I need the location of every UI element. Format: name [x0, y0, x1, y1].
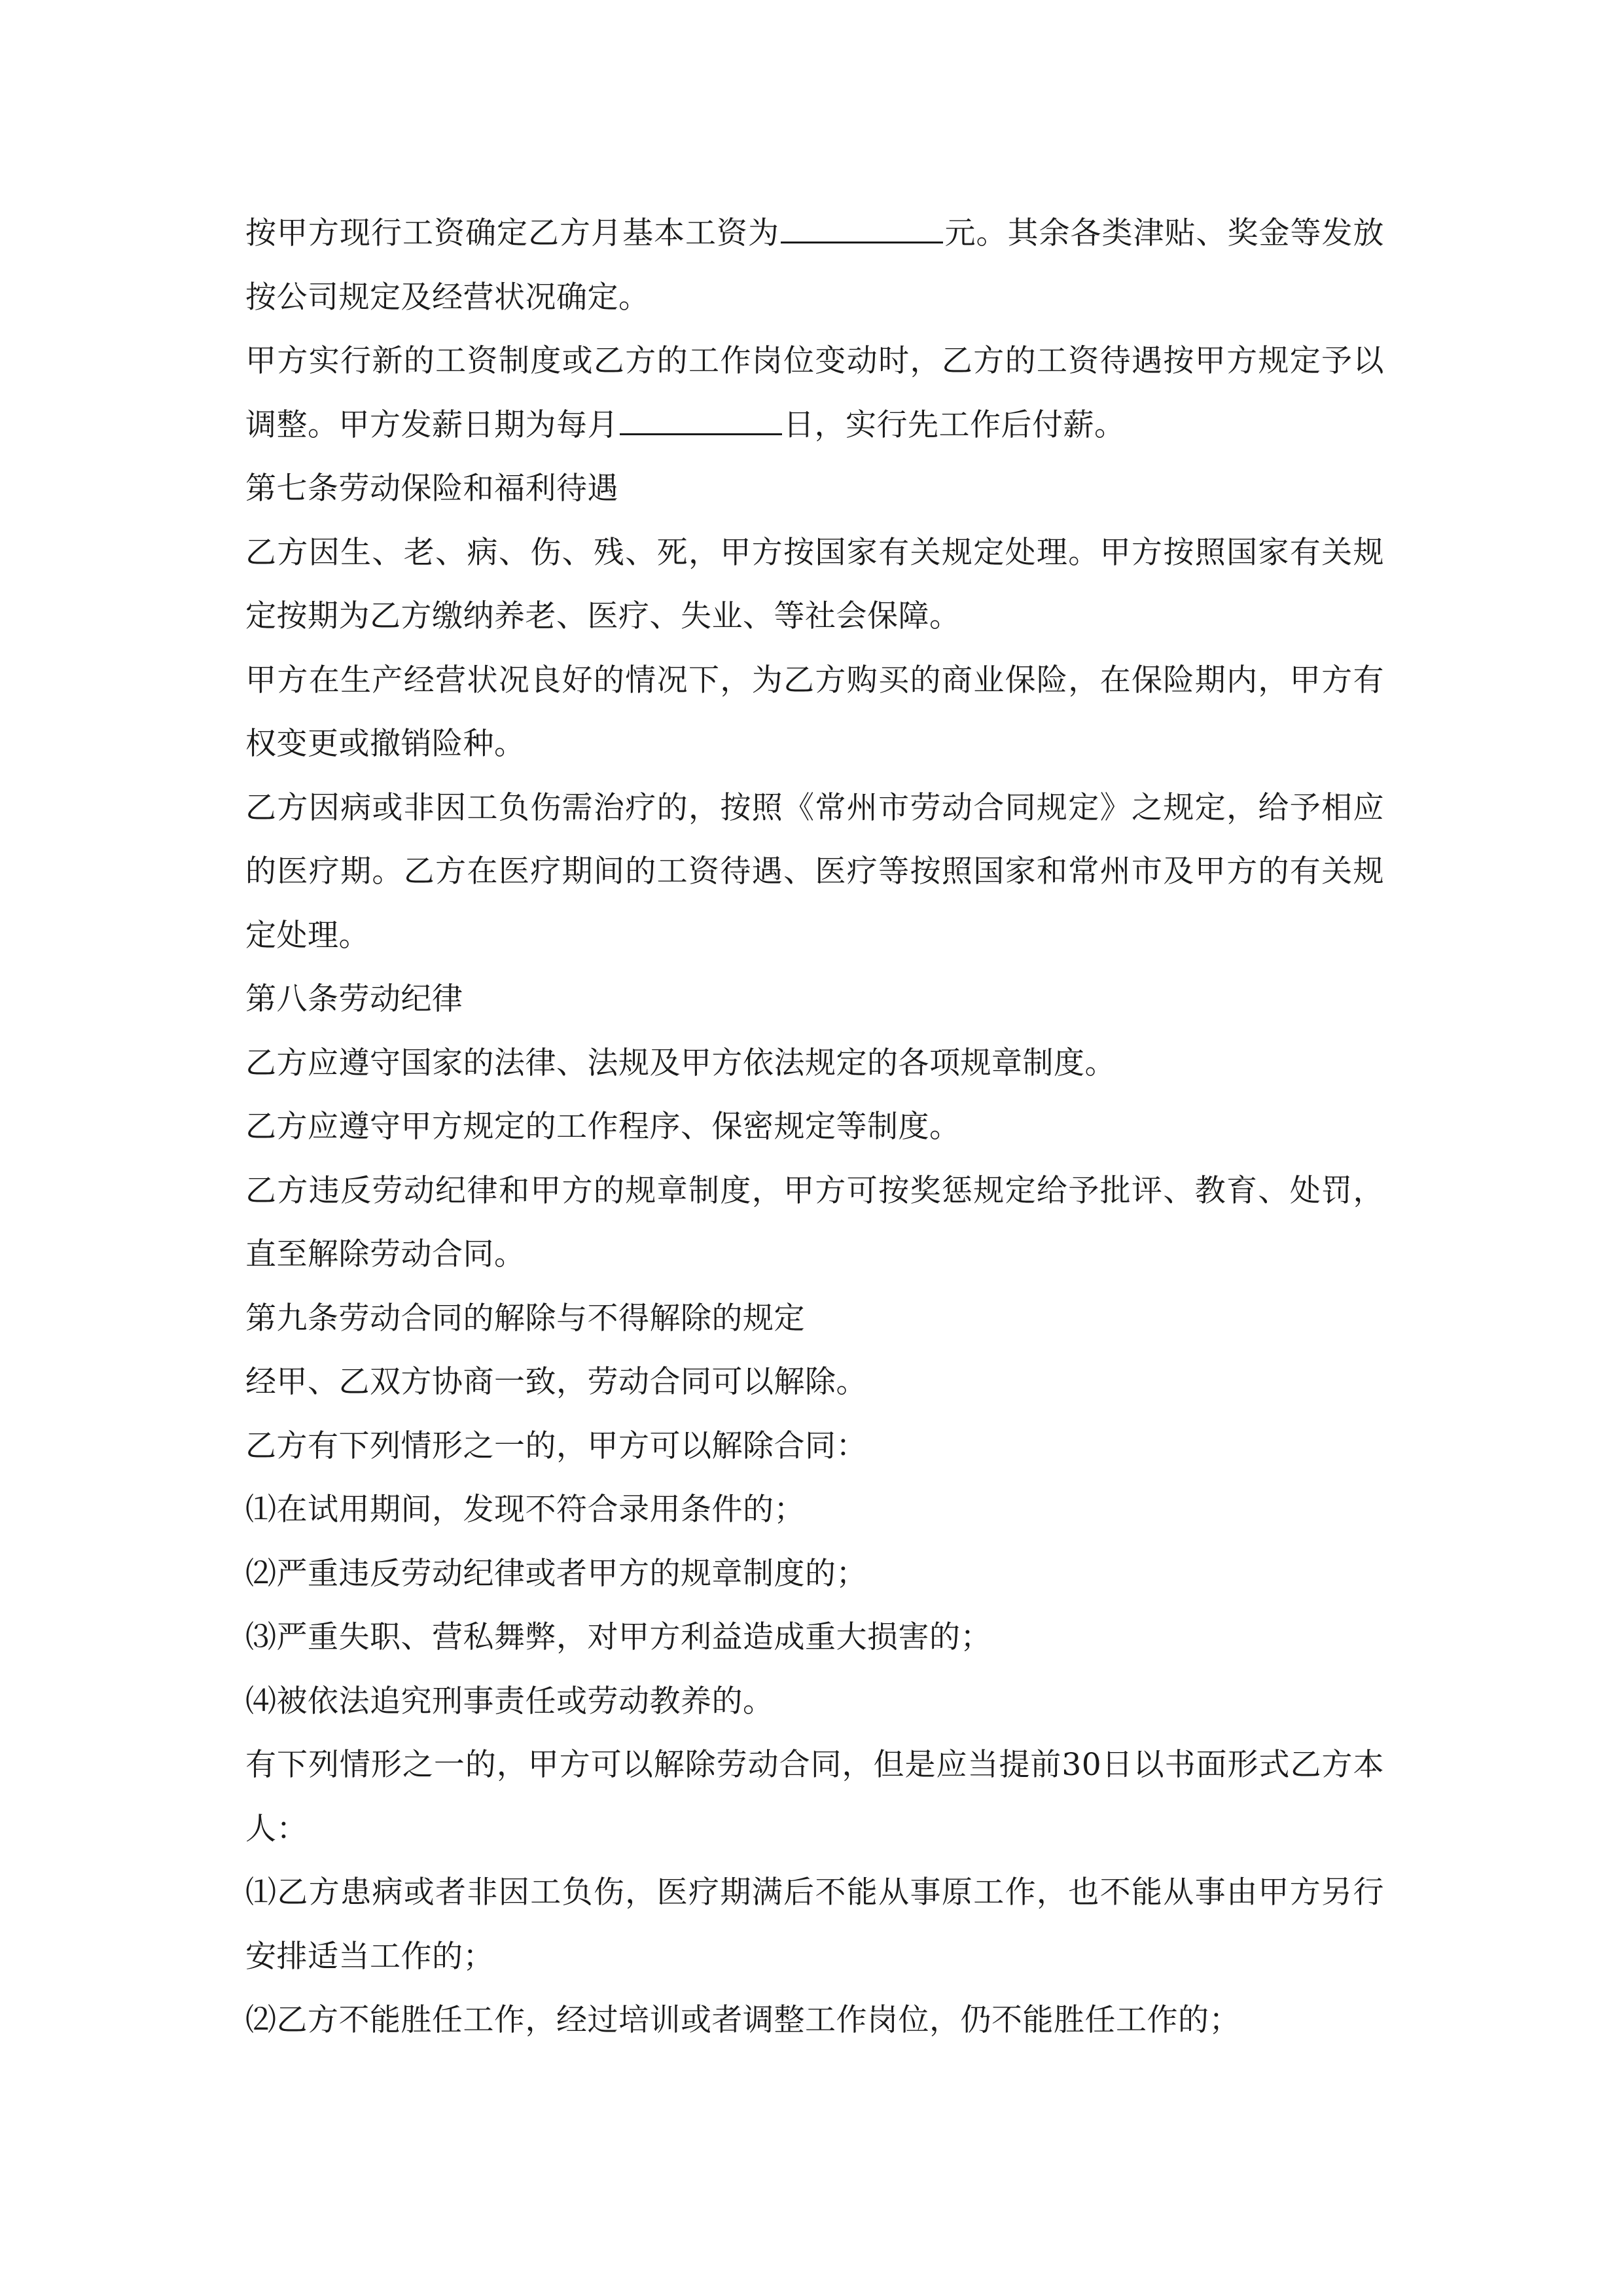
- wage-text-before: 按甲方现行工资确定乙方月基本工资为: [245, 215, 779, 251]
- article7-heading: 第七条劳动保险和福利待遇: [245, 471, 618, 507]
- monthly-wage-blank: [781, 215, 943, 243]
- wage-paragraph: [245, 202, 1384, 329]
- wage-text-after: 元。其余各类津贴、奖金等发放按公司规定及经营状况确定。: [245, 215, 1384, 315]
- wage-adjust-paragraph: [245, 329, 1384, 457]
- article8-paragraph-3: 乙方违反劳动纪律和甲方的规章制度，甲方可按奖惩规定给予批评、教育、处罚，直至解除劳动合同。: [245, 1172, 1384, 1272]
- article7-paragraph-2: 甲方在生产经营状况良好的情况下，为乙方购买的商业保险，在保险期内，甲方有权变更或撤销险种。: [245, 662, 1384, 762]
- article7-paragraph-3: 乙方因病或非因工负伤需治疗的，按照《常州市劳动合同规定》之规定，给予相应的医疗期。乙方在医疗期间的工资待遇、医疗等按照国家和常州市及甲方的有关规定处理。: [245, 789, 1384, 954]
- wage-adjust-text-after: 日，实行先工作后付薪。: [783, 406, 1126, 443]
- article9-paragraph-1: 经甲、乙双方协商一致，劳动合同可以解除。: [245, 1364, 867, 1400]
- article8-heading: 第八条劳动纪律: [245, 981, 463, 1017]
- article9-sub-item-2: ⑵乙方不能胜任工作，经过培训或者调整工作岗位，仍不能胜任工作的；: [245, 2002, 1240, 2038]
- article8-paragraph-1: 乙方应遵守国家的法律、法规及甲方依法规定的各项规章制度。: [245, 1045, 1116, 1081]
- article9-list-item-1: ⑴在试用期间，发现不符合录用条件的；: [245, 1492, 805, 1528]
- article9-paragraph-2: 乙方有下列情形之一的，甲方可以解除合同：: [245, 1427, 867, 1464]
- article7-paragraph-1: 乙方因生、老、病、伤、残、死，甲方按国家有关规定处理。甲方按照国家有关规定按期为乙方缴纳养老、医疗、失业、等社会保障。: [245, 534, 1384, 634]
- article9-sub-item-1: ⑴乙方患病或者非因工负伤，医疗期满后不能从事原工作，也不能从事由甲方另行安排适当工作的；: [245, 1874, 1384, 1975]
- article9-list-item-2: ⑵严重违反劳动纪律或者甲方的规章制度的；: [245, 1555, 867, 1592]
- article9-list-item-3: ⑶严重失职、营私舞弊，对甲方利益造成重大损害的；: [245, 1619, 991, 1655]
- article9-paragraph-3: 有下列情形之一的，甲方可以解除劳动合同，但是应当提前30日以书面形式乙方本人：: [245, 1747, 1384, 1847]
- wage-adjust-text-before: 甲方实行新的工资制度或乙方的工作岗位变动时，乙方的工资待遇按甲方规定予以调整。甲方发薪日期为每月: [245, 343, 1384, 443]
- document-body: [245, 202, 1384, 2053]
- payday-blank: [620, 407, 782, 435]
- article9-list-item-4: ⑷被依法追究刑事责任或劳动教养的。: [245, 1683, 774, 1719]
- article9-heading: 第九条劳动合同的解除与不得解除的规定: [245, 1300, 805, 1336]
- article8-paragraph-2: 乙方应遵守甲方规定的工作程序、保密规定等制度。: [245, 1109, 961, 1145]
